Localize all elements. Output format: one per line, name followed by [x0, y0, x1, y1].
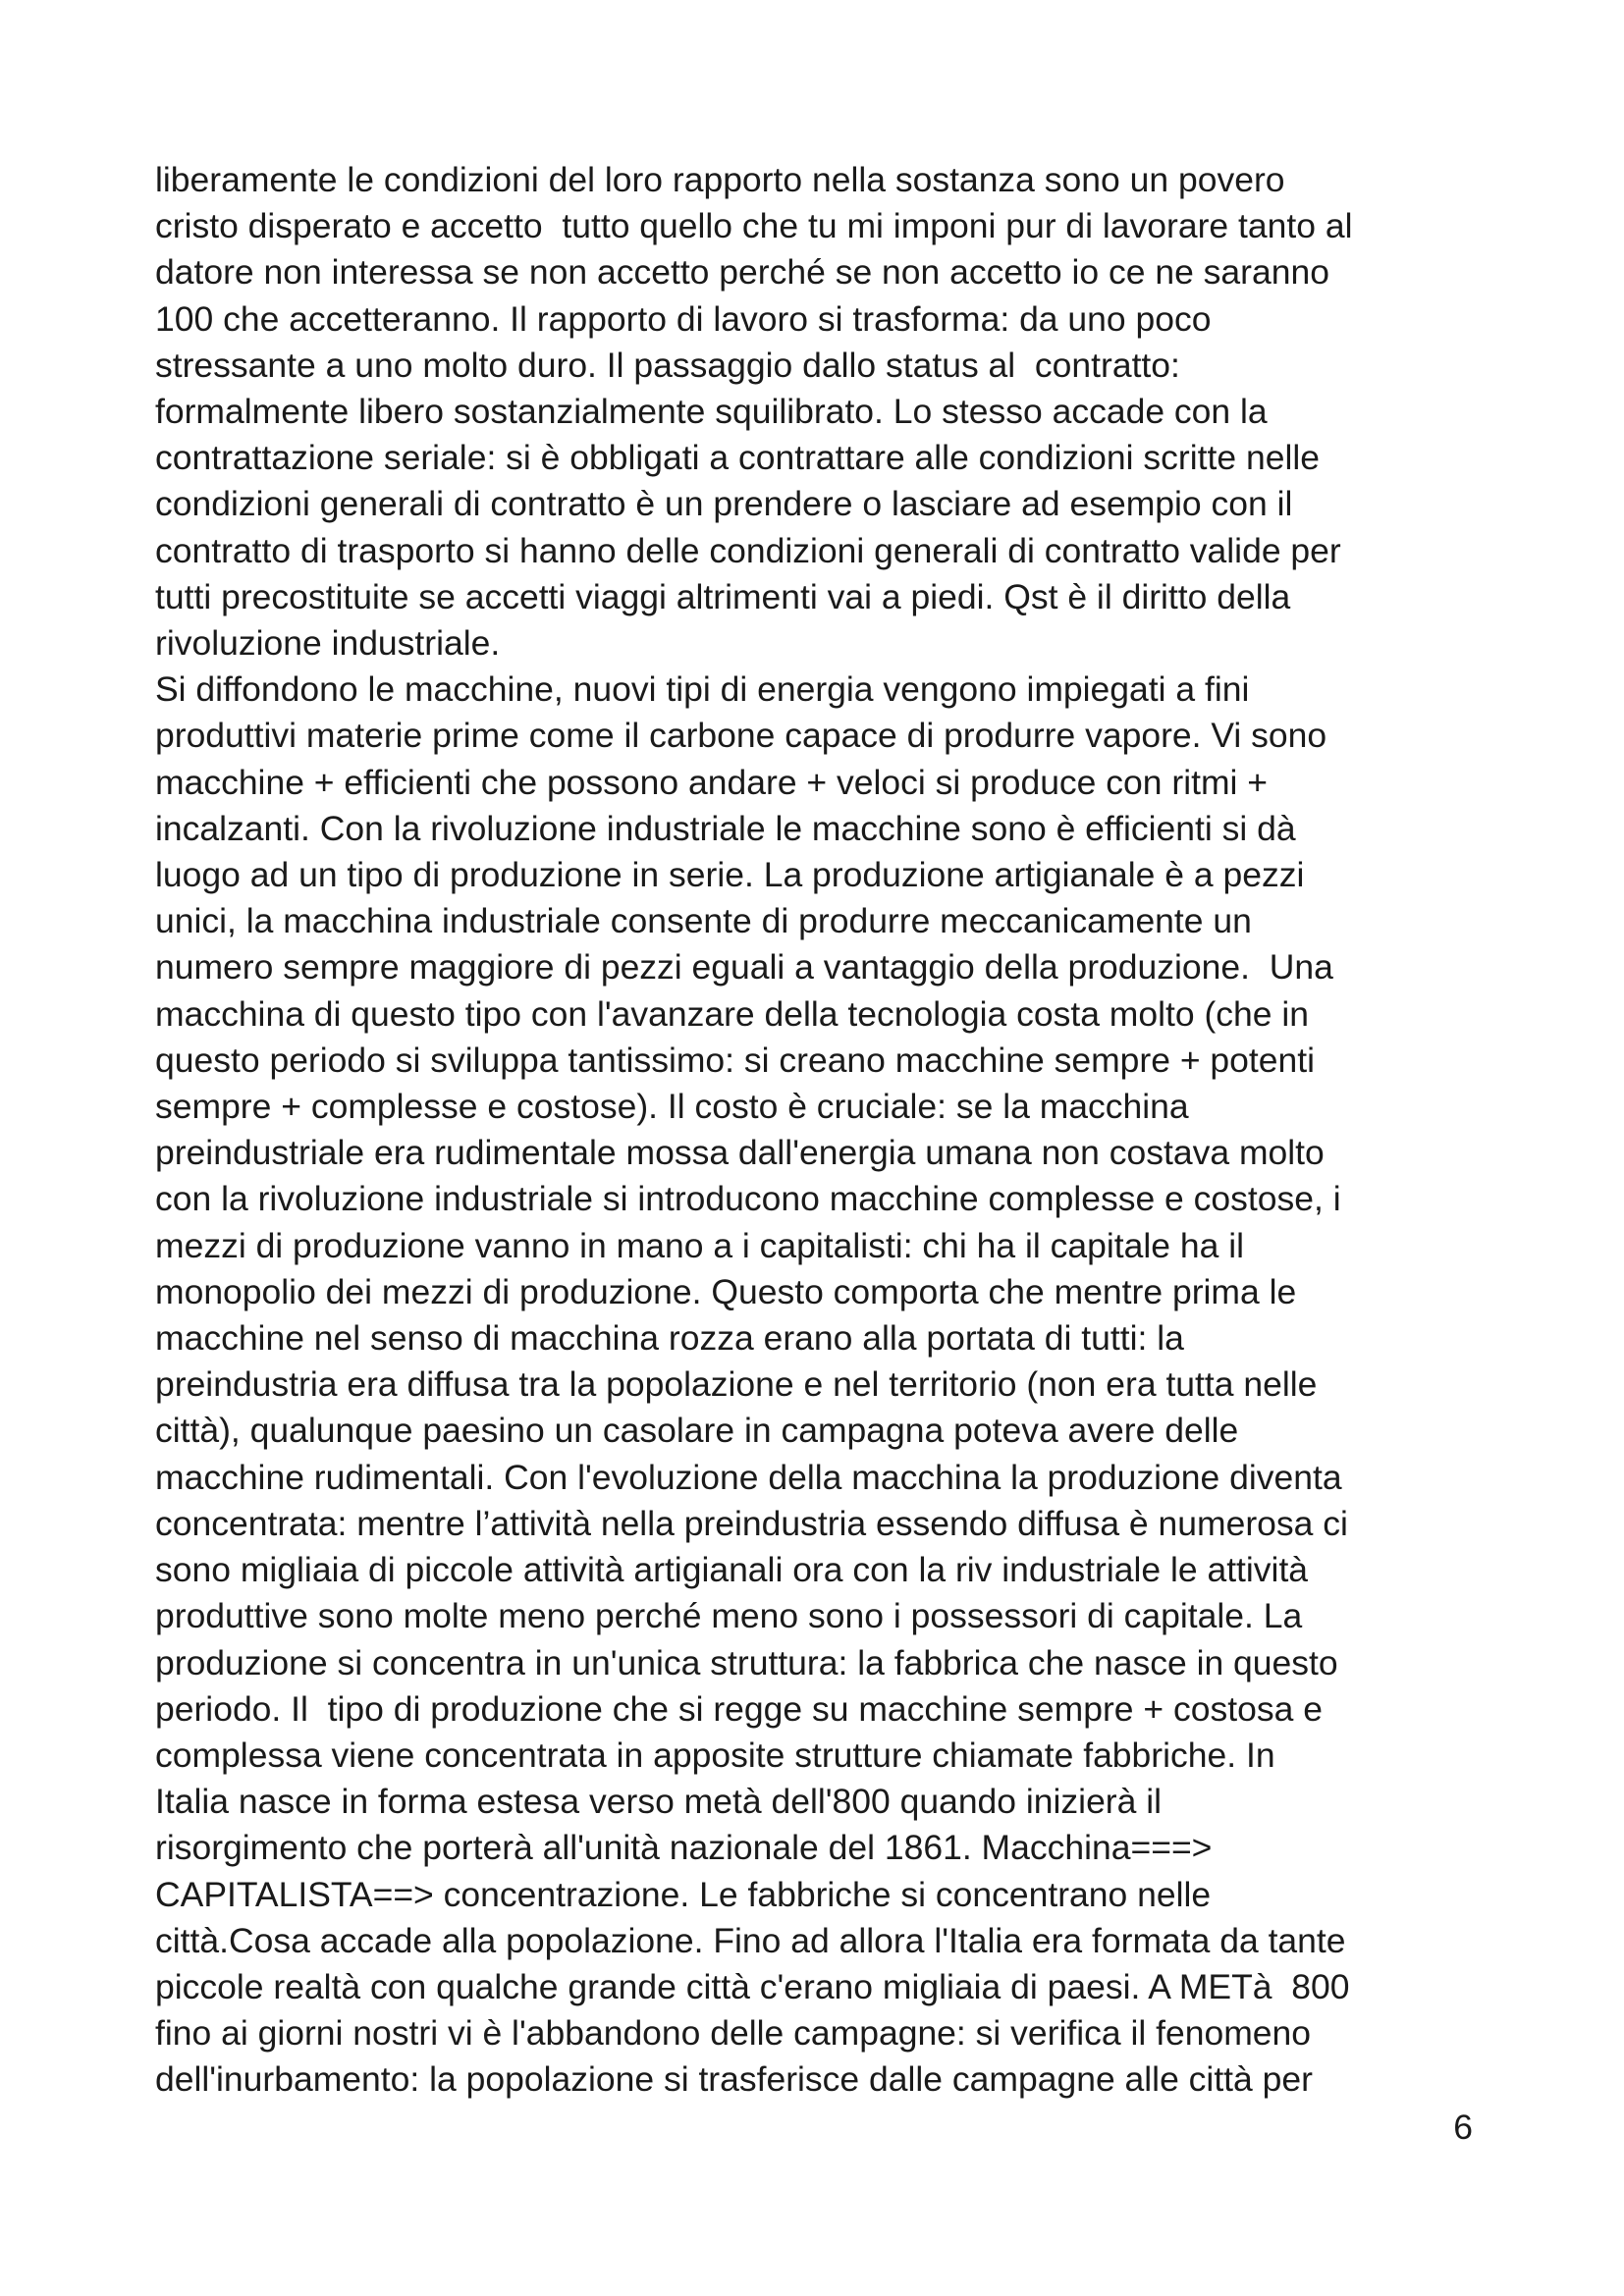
text-line: macchine rudimentali. Con l'evoluzione della macchina la produzione diventa [155, 1457, 1342, 1497]
text-line: condizioni generali di contratto è un prendere o lasciare ad esempio con il [155, 484, 1293, 524]
text-line: unici, la macchina industriale consente di produrre meccanicamente un [155, 901, 1252, 941]
text-line: città.Cosa accade alla popolazione. Fino ad allora l'Italia era formata da tante [155, 1920, 1346, 1960]
text-line: luogo ad un tipo di produzione in serie. La produzione artigianale è a pezzi [155, 855, 1305, 895]
text-line: fino ai giorni nostri vi è l'abbandono delle campagne: si verifica il fenomeno [155, 2013, 1311, 2054]
text-line: incalzanti. Con la rivoluzione industriale le macchine sono è efficienti si dà [155, 808, 1296, 848]
text-line: stressante a uno molto duro. Il passaggio dallo status al contratto: [155, 345, 1180, 385]
text-line: formalmente libero sostanzialmente squilibrato. Lo stesso accade con la [155, 392, 1268, 432]
text-line: macchine + efficienti che possono andare + veloci si produce con ritmi + [155, 762, 1269, 802]
text-line: risorgimento che porterà all'unità nazionale del 1861. Macchina===> [155, 1828, 1213, 1868]
text-line: piccole realtà con qualche grande città c'erano migliaia di paesi. A METà 800 [155, 1966, 1350, 2006]
text-line: mezzi di produzione vanno in mano a i capitalisti: chi ha il capitale ha il [155, 1225, 1244, 1265]
text-line: periodo. Il tipo di produzione che si regge su macchine sempre + costosa e [155, 1688, 1323, 1729]
text-line: monopolio dei mezzi di produzione. Questo comporta che mentre prima le [155, 1271, 1297, 1311]
text-line: rivoluzione industriale. [155, 623, 501, 664]
text-line: macchina di questo tipo con l'avanzare della tecnologia costa molto (che in [155, 993, 1310, 1034]
text-line: preindustriale era rudimentale mossa dall'energia umana non costava molto [155, 1133, 1325, 1173]
text-line: macchine nel senso di macchina rozza erano alla portata di tutti: la [155, 1318, 1184, 1359]
text-line: contrattazione seriale: si è obbligati a contrattare alle condizioni scritte nelle [155, 438, 1320, 478]
text-line: 100 che accetteranno. Il rapporto di lavoro si trasforma: da uno poco [155, 298, 1212, 339]
page-number: 6 [1453, 2108, 1473, 2147]
text-line: datore non interessa se non accetto perché se non accetto io ce ne saranno [155, 252, 1329, 293]
text-line: produttive sono molte meno perché meno sono i possessori di capitale. La [155, 1596, 1303, 1636]
text-line: numero sempre maggiore di pezzi eguali a vantaggio della produzione. Una [155, 947, 1333, 988]
text-line: Si diffondono le macchine, nuovi tipi di energia vengono impiegati a fini [155, 669, 1250, 710]
text-line: produttivi materie prime come il carbone capace di produrre vapore. Vi sono [155, 716, 1327, 756]
text-line: complessa viene concentrata in apposite strutture chiamate fabbriche. In [155, 1735, 1275, 1775]
text-line: liberamente le condizioni del loro rapporto nella sostanza sono un povero [155, 160, 1285, 199]
text-line: contratto di trasporto si hanno delle condizioni generali di contratto valide per [155, 530, 1341, 570]
text-line: concentrata: mentre l’attività nella preindustria essendo diffusa è numerosa ci [155, 1503, 1348, 1543]
text-line: con la rivoluzione industriale si introducono macchine complesse e costose, i [155, 1179, 1341, 1219]
text-line: tutti precostituite se accetti viaggi altrimenti vai a piedi. Qst è il diritto della [155, 576, 1291, 616]
text-line: sempre + complesse e costose). Il costo è cruciale: se la macchina [155, 1087, 1189, 1127]
text-line: questo periodo si sviluppa tantissimo: si creano macchine sempre + potenti [155, 1040, 1315, 1080]
text-line: Italia nasce in forma estesa verso metà dell'800 quando inizierà il [155, 1782, 1163, 1822]
body-text [155, 157, 1500, 2104]
text-line: sono migliaia di piccole attività artigianali ora con la riv industriale le attività [155, 1550, 1309, 1590]
text-line: preindustria era diffusa tra la popolazione e nel territorio (non era tutta nelle [155, 1364, 1318, 1405]
text-line: città), qualunque paesino un casolare in campagna poteva avere delle [155, 1411, 1239, 1451]
text-line: produzione si concentra in un'unica struttura: la fabbrica che nasce in questo [155, 1642, 1338, 1682]
text-line: cristo disperato e accetto tutto quello che tu mi imponi pur di lavorare tanto al [155, 206, 1353, 246]
text-line: dell'inurbamento: la popolazione si trasferisce dalle campagne alle città per [155, 2059, 1313, 2100]
text-line: CAPITALISTA==> concentrazione. Le fabbriche si concentrano nelle [155, 1874, 1212, 1914]
